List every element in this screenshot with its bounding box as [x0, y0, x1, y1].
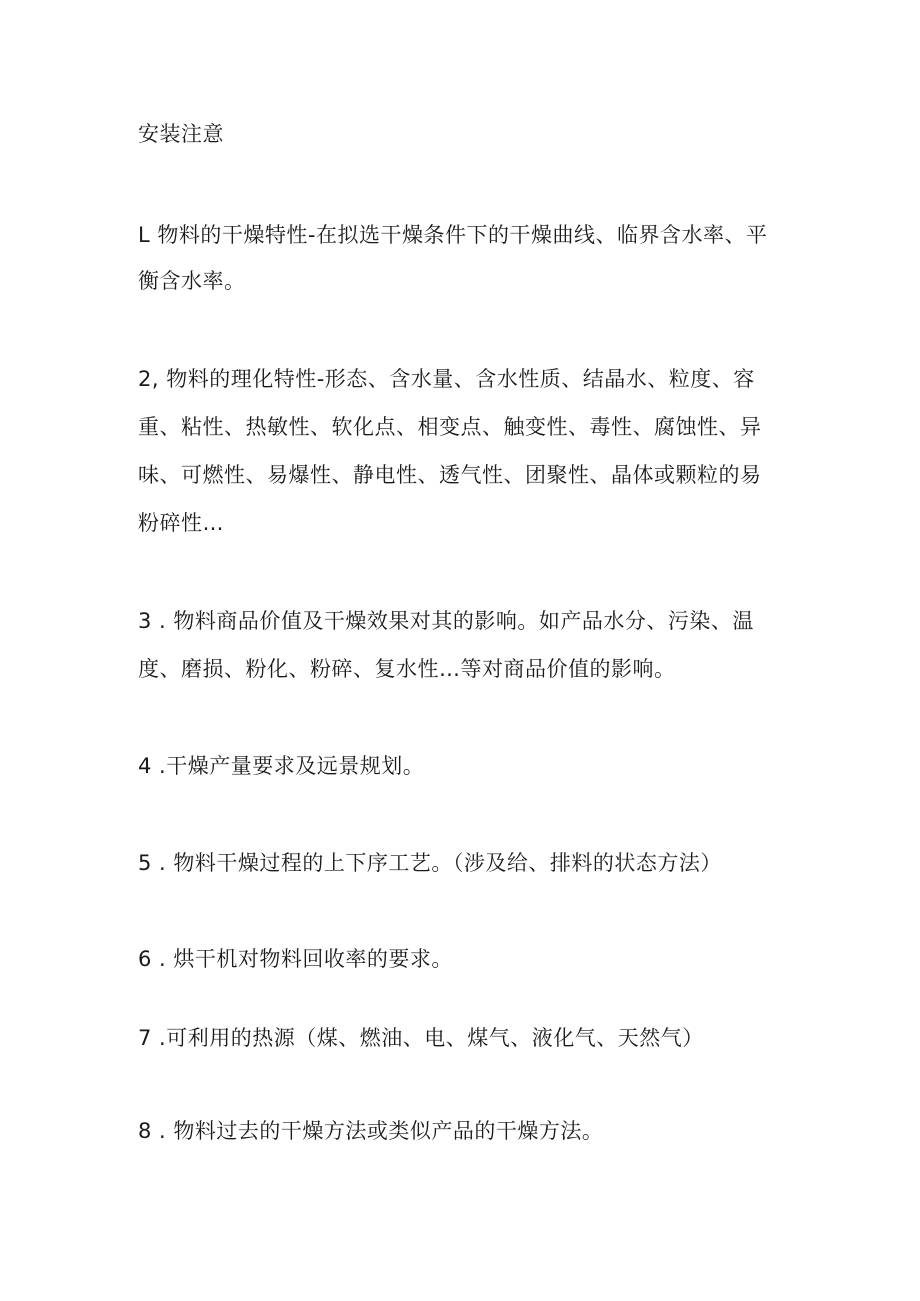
- item-6-line-1: 6 . 烘干机对物料回收率的要求。: [138, 947, 453, 971]
- item-8-line-1: 8 . 物料过去的干燥方法或类似产品的干燥方法。: [138, 1119, 604, 1143]
- item-7-line-1: 7 .可利用的热源（煤、燃油、电、煤气、液化气、天然气）: [138, 1026, 704, 1050]
- document-title: 安装注意: [138, 122, 224, 146]
- item-2-line-1: 2, 物料的理化特性-形态、含水量、含水性质、结晶水、粒度、容: [138, 367, 755, 391]
- item-2-line-4: 粉碎性…: [138, 511, 224, 535]
- item-2-line-2: 重、粘性、热敏性、软化点、相变点、触变性、毒性、腐蚀性、异: [138, 415, 762, 439]
- item-5-line-1: 5 . 物料干燥过程的上下序工艺。（涉及给、排料的状态方法）: [138, 851, 722, 875]
- item-1-line-2: 衡含水率。: [138, 269, 246, 293]
- item-3-line-2: 度、磨损、粉化、粉碎、复水性…等对商品价值的影响。: [138, 657, 676, 681]
- item-4-line-1: 4 .干燥产量要求及远景规划。: [138, 754, 425, 778]
- item-2-line-3: 味、可燃性、易爆性、静电性、透气性、团聚性、晶体或颗粒的易: [138, 463, 762, 487]
- item-3-line-1: 3 . 物料商品价值及干燥效果对其的影响。如产品水分、污染、温: [138, 609, 754, 633]
- item-1-line-1: L 物料的干燥特性-在拟选干燥条件下的干燥曲线、临界含水率、平: [138, 223, 768, 247]
